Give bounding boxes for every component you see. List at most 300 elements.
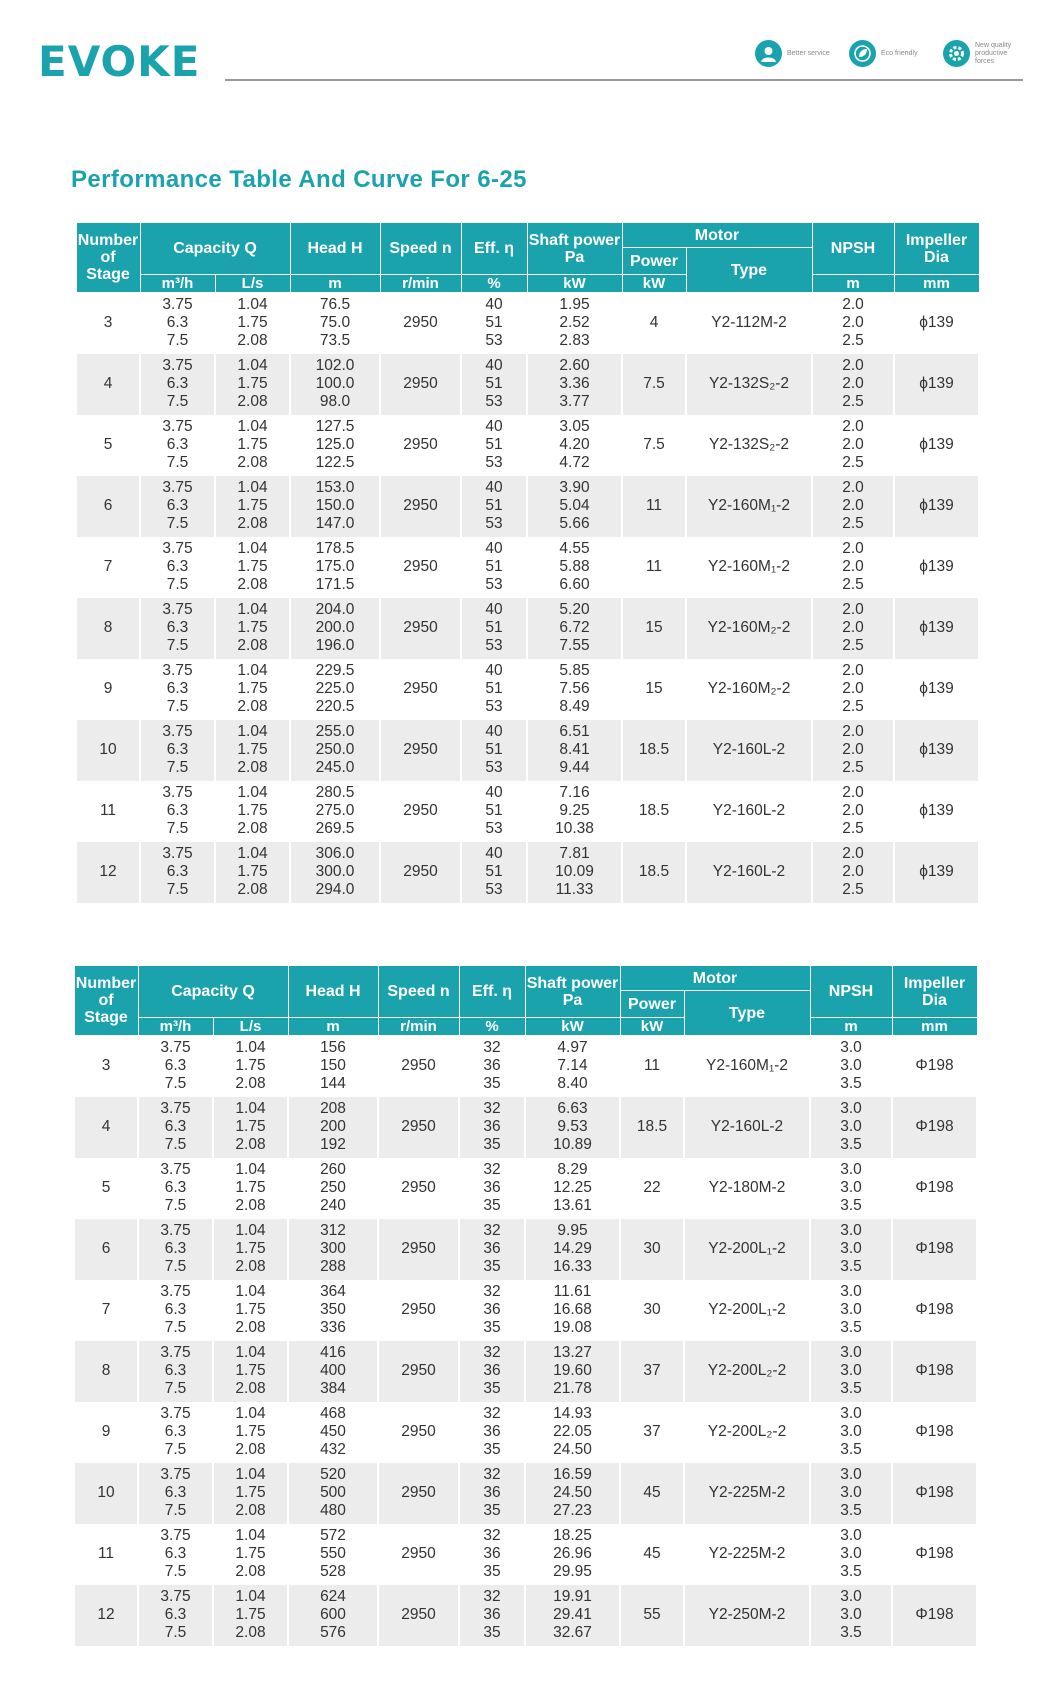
unit-m3h: m³/h (138, 1018, 213, 1036)
cell-value: 16.68 (553, 1301, 592, 1318)
cell-value: 2.08 (235, 1624, 266, 1641)
cell-value: 2.08 (237, 515, 268, 532)
table-row (76, 415, 979, 476)
cell-type: Y2-160L-2 (686, 842, 812, 903)
cell-value: 2.08 (235, 1319, 266, 1336)
cell-value: 1.04 (235, 1222, 266, 1239)
cell-speed: 2950 (380, 293, 461, 354)
table-row (74, 1097, 977, 1158)
cell-value: 11.33 (555, 881, 594, 898)
cell-value: 6.63 (557, 1100, 588, 1117)
cell-value: 3.75 (160, 1344, 191, 1361)
cell-value: 2.08 (235, 1258, 266, 1275)
cell-value: 7.5 (164, 1319, 187, 1336)
cell-head (290, 354, 380, 415)
cell-impeller: Φ198 (892, 1097, 977, 1158)
cell-value: 280.5 (315, 784, 355, 801)
cell-m3h (138, 1524, 213, 1585)
cell-head (290, 720, 380, 781)
cell-impeller: ϕ139 (894, 537, 979, 598)
cell-shaft (527, 415, 622, 476)
cell-value: 1.75 (235, 1118, 266, 1135)
cell-type: Y2-132S₂-2 (686, 354, 812, 415)
cell-speed: 2950 (378, 1158, 459, 1219)
cell-value: 10.38 (555, 820, 594, 837)
cell-value: 36 (483, 1118, 501, 1135)
cell-value: 2.08 (235, 1502, 266, 1519)
cell-value: 2.5 (842, 637, 864, 654)
cell-value: 7.5 (164, 1075, 187, 1093)
cell-eff (459, 1280, 525, 1341)
cell-power: 18.5 (622, 720, 686, 781)
cell-value: 35 (483, 1258, 501, 1275)
cell-m3h (140, 659, 215, 720)
cell-stage: 5 (74, 1158, 138, 1219)
cell-value: 520 (320, 1466, 346, 1483)
cell-ls (215, 659, 290, 720)
cell-value: 225.0 (315, 680, 355, 697)
cell-value: 2.08 (235, 1441, 266, 1458)
cell-value: 2.5 (842, 820, 864, 837)
cell-npsh (812, 415, 894, 476)
cell-impeller: ϕ139 (894, 476, 979, 537)
cell-ls (213, 1524, 288, 1585)
cell-value: 1.04 (237, 296, 268, 314)
cell-value: 250.0 (315, 741, 355, 758)
cell-npsh (810, 1341, 892, 1402)
cell-value: 36 (483, 1057, 501, 1075)
cell-value: 35 (483, 1502, 501, 1519)
cell-stage: 9 (74, 1402, 138, 1463)
cell-value: 2.0 (842, 662, 864, 679)
cell-value: 3.5 (840, 1380, 862, 1397)
cell-value: 3.0 (840, 1484, 862, 1501)
cell-shaft (527, 842, 622, 903)
cell-value: 2.0 (842, 540, 864, 557)
cell-value: 240 (320, 1197, 346, 1214)
cell-ls (213, 1585, 288, 1646)
cell-value: 35 (483, 1197, 501, 1214)
cell-npsh (812, 598, 894, 659)
cell-value: 4.55 (559, 540, 590, 557)
cell-power: 37 (620, 1402, 684, 1463)
col-speed: Speed n (380, 223, 461, 275)
cell-value: 3.0 (840, 1161, 862, 1178)
cell-npsh (812, 720, 894, 781)
unit-m3h: m³/h (140, 275, 215, 293)
cell-ls (213, 1158, 288, 1219)
cell-value: 3.0 (840, 1405, 862, 1422)
cell-value: 2.08 (235, 1563, 266, 1580)
cell-value: 7.5 (166, 454, 189, 471)
unit-shaft: kW (527, 275, 622, 293)
cell-stage: 6 (76, 476, 140, 537)
cell-value: 6.3 (166, 741, 189, 758)
cell-value: 3.77 (559, 393, 590, 410)
cell-value: 10.09 (555, 863, 594, 880)
cell-m3h (138, 1463, 213, 1524)
cell-value: 600 (320, 1606, 346, 1623)
cell-value: 40 (485, 784, 503, 801)
cell-value: 2.5 (842, 393, 864, 410)
cell-m3h (138, 1280, 213, 1341)
col-motor: Motor (622, 223, 812, 248)
cell-value: 2.08 (237, 393, 268, 410)
cell-value: 51 (485, 741, 503, 758)
cell-eff (461, 720, 527, 781)
cell-shaft (525, 1585, 620, 1646)
cell-value: 40 (485, 845, 503, 862)
cell-m3h (140, 476, 215, 537)
table-row (76, 598, 979, 659)
cell-type: Y2-160M₁-2 (684, 1036, 810, 1097)
cell-value: 7.5 (166, 759, 189, 776)
cell-value: 2.0 (842, 723, 864, 740)
cell-value: 7.56 (559, 680, 590, 697)
cell-value: 10.89 (553, 1136, 592, 1153)
cell-value: 3.75 (162, 723, 193, 740)
col-shaft: Shaft power Pa (525, 966, 620, 1018)
unit-npsh: m (812, 275, 894, 293)
cell-value: 8.49 (559, 698, 590, 715)
cell-power: 7.5 (622, 415, 686, 476)
cell-value: 53 (485, 332, 503, 350)
col-head: Head H (288, 966, 378, 1018)
cell-type: Y2-200L₂-2 (684, 1341, 810, 1402)
table-row (76, 659, 979, 720)
cell-value: 3.75 (162, 662, 193, 679)
cell-npsh (810, 1524, 892, 1585)
cell-speed: 2950 (380, 781, 461, 842)
cell-value: 3.0 (840, 1466, 862, 1483)
cell-value: 9.53 (557, 1118, 588, 1135)
cell-head (288, 1463, 378, 1524)
cell-npsh (812, 293, 894, 354)
cell-value: 127.5 (315, 418, 355, 435)
cell-value: 53 (485, 881, 503, 898)
table-row (76, 354, 979, 415)
cell-power: 45 (620, 1524, 684, 1585)
cell-type: Y2-112M-2 (686, 293, 812, 354)
cell-head (290, 537, 380, 598)
cell-value: 1.04 (235, 1344, 266, 1361)
cell-value: 400 (320, 1362, 346, 1379)
cell-value: 7.55 (559, 637, 590, 654)
cell-value: 2.5 (842, 515, 864, 532)
cell-value: 75.0 (319, 314, 351, 332)
cell-value: 18.25 (553, 1527, 592, 1544)
cell-value: 255.0 (315, 723, 355, 740)
cell-value: 73.5 (319, 332, 351, 350)
cell-head (288, 1097, 378, 1158)
cell-value: 5.85 (559, 662, 590, 679)
table-row (76, 842, 979, 903)
performance-table-1 (75, 222, 980, 903)
cell-eff (459, 1341, 525, 1402)
cell-value: 53 (485, 576, 503, 593)
cell-value: 432 (320, 1441, 346, 1458)
cell-value: 1.75 (235, 1484, 266, 1501)
cell-value: 9.25 (559, 802, 590, 819)
cell-ls (213, 1463, 288, 1524)
cell-value: 12.25 (553, 1179, 592, 1196)
cell-value: 2.5 (842, 759, 864, 776)
cell-value: 16.33 (553, 1258, 592, 1275)
cell-value: 53 (485, 698, 503, 715)
cell-value: 7.81 (559, 845, 590, 862)
cell-value: 36 (483, 1301, 501, 1318)
cell-head (288, 1280, 378, 1341)
cell-value: 3.75 (162, 540, 193, 557)
cell-value: 171.5 (315, 576, 355, 593)
cell-value: 2.5 (842, 332, 864, 350)
cell-npsh (812, 537, 894, 598)
cell-value: 2.0 (842, 357, 864, 374)
cell-value: 1.75 (237, 741, 268, 758)
cell-ls (215, 537, 290, 598)
performance-table-2 (73, 965, 978, 1646)
cell-value: 53 (485, 393, 503, 410)
cell-value: 1.75 (237, 375, 268, 392)
cell-value: 572 (320, 1527, 346, 1544)
cell-value: 1.75 (235, 1240, 266, 1257)
cell-impeller: Φ198 (892, 1341, 977, 1402)
cell-value: 7.16 (559, 784, 590, 801)
cell-value: 3.75 (162, 601, 193, 618)
cell-ls (215, 354, 290, 415)
cell-stage: 7 (74, 1280, 138, 1341)
cell-value: 3.0 (840, 1344, 862, 1361)
unit-npsh: m (810, 1018, 892, 1036)
cell-shaft (525, 1463, 620, 1524)
cell-shaft (527, 659, 622, 720)
cell-value: 7.5 (166, 637, 189, 654)
cell-value: 6.3 (164, 1301, 187, 1318)
cell-value: 32 (483, 1161, 501, 1178)
cell-value: 3.0 (840, 1179, 862, 1196)
cell-power: 4 (622, 293, 686, 354)
cell-value: 6.3 (164, 1545, 187, 1562)
cell-value: 275.0 (315, 802, 355, 819)
cell-value: 6.3 (166, 680, 189, 697)
cell-value: 53 (485, 637, 503, 654)
cell-value: 24.50 (553, 1441, 592, 1458)
cell-eff (461, 842, 527, 903)
cell-value: 5.66 (559, 515, 590, 532)
cell-value: 7.5 (166, 393, 189, 410)
unit-speed: r/min (378, 1018, 459, 1036)
cell-power: 18.5 (622, 842, 686, 903)
cell-head (288, 1036, 378, 1097)
cell-value: 51 (485, 314, 503, 332)
cell-npsh (810, 1280, 892, 1341)
cell-value: 3.0 (840, 1527, 862, 1544)
gear-icon (943, 40, 970, 67)
cell-value: 7.5 (166, 332, 189, 350)
cell-value: 229.5 (315, 662, 355, 679)
cell-value: 8.40 (557, 1075, 588, 1093)
cell-ls (213, 1341, 288, 1402)
cell-npsh (810, 1463, 892, 1524)
cell-type: Y2-160M₂-2 (686, 598, 812, 659)
cell-shaft (525, 1219, 620, 1280)
cell-value: 336 (320, 1319, 346, 1336)
cell-value: 36 (483, 1240, 501, 1257)
cell-head (288, 1402, 378, 1463)
cell-value: 2.08 (235, 1075, 266, 1093)
cell-value: 7.5 (166, 698, 189, 715)
cell-value: 19.08 (553, 1319, 592, 1336)
cell-m3h (140, 720, 215, 781)
cell-value: 35 (483, 1441, 501, 1458)
cell-npsh (812, 781, 894, 842)
table-row (74, 1036, 977, 1097)
cell-impeller: Φ198 (892, 1280, 977, 1341)
table-body (76, 293, 979, 903)
cell-value: 200.0 (315, 619, 355, 636)
cell-value: 178.5 (315, 540, 355, 557)
cell-speed: 2950 (378, 1402, 459, 1463)
cell-power: 18.5 (622, 781, 686, 842)
cell-value: 7.5 (164, 1136, 187, 1153)
cell-shaft (525, 1402, 620, 1463)
cell-npsh (810, 1036, 892, 1097)
cell-value: 3.5 (840, 1563, 862, 1580)
cell-speed: 2950 (380, 537, 461, 598)
cell-impeller: ϕ139 (894, 598, 979, 659)
cell-m3h (140, 415, 215, 476)
table-row (74, 1585, 977, 1646)
cell-eff (461, 659, 527, 720)
cell-value: 1.95 (559, 296, 590, 314)
cell-value: 3.75 (160, 1466, 191, 1483)
cell-value: 306.0 (315, 845, 355, 862)
cell-ls (213, 1402, 288, 1463)
cell-m3h (138, 1585, 213, 1646)
cell-value: 150 (320, 1057, 346, 1075)
cell-impeller: ϕ139 (894, 781, 979, 842)
cell-impeller: ϕ139 (894, 720, 979, 781)
cell-value: 6.3 (164, 1606, 187, 1623)
table-row (76, 476, 979, 537)
cell-value: 269.5 (315, 820, 355, 837)
cell-npsh (810, 1402, 892, 1463)
cell-value: 6.51 (559, 723, 590, 740)
cell-value: 3.0 (840, 1057, 862, 1075)
cell-stage: 6 (74, 1219, 138, 1280)
table-row (74, 1158, 977, 1219)
cell-value: 22.05 (553, 1423, 592, 1440)
cell-value: 3.0 (840, 1222, 862, 1239)
cell-value: 6.60 (559, 576, 590, 593)
unit-power: kW (622, 275, 686, 293)
cell-value: 4.72 (559, 454, 590, 471)
cell-value: 1.75 (237, 497, 268, 514)
cell-eff (459, 1097, 525, 1158)
cell-value: 4.20 (559, 436, 590, 453)
unit-ls: L/s (213, 1018, 288, 1036)
cell-value: 2.0 (842, 741, 864, 758)
cell-npsh (810, 1585, 892, 1646)
cell-value: 2.08 (237, 332, 268, 350)
badge-text: New quality productive forces (975, 41, 1012, 65)
cell-head (290, 842, 380, 903)
cell-ls (215, 720, 290, 781)
cell-type: Y2-160M₂-2 (686, 659, 812, 720)
cell-shaft (525, 1097, 620, 1158)
cell-value: 9.44 (559, 759, 590, 776)
cell-value: 32 (483, 1405, 501, 1422)
cell-eff (459, 1463, 525, 1524)
cell-value: 40 (485, 540, 503, 557)
cell-value: 6.3 (164, 1362, 187, 1379)
cell-value: 2.08 (237, 759, 268, 776)
table-row (74, 1402, 977, 1463)
cell-value: 51 (485, 802, 503, 819)
col-npsh: NPSH (812, 223, 894, 275)
cell-eff (461, 476, 527, 537)
cell-value: 1.04 (237, 540, 268, 557)
table-body (74, 1036, 977, 1646)
cell-value: 6.3 (164, 1118, 187, 1135)
cell-value: 3.0 (840, 1240, 862, 1257)
cell-value: 6.3 (164, 1484, 187, 1501)
cell-type: Y2-160M₁-2 (686, 476, 812, 537)
col-eff: Eff. η (459, 966, 525, 1018)
cell-power: 7.5 (622, 354, 686, 415)
unit-impeller: mm (892, 1018, 977, 1036)
cell-stage: 7 (76, 537, 140, 598)
cell-value: 53 (485, 820, 503, 837)
cell-value: 36 (483, 1179, 501, 1196)
cell-value: 16.59 (553, 1466, 592, 1483)
cell-value: 2.08 (235, 1380, 266, 1397)
cell-value: 1.75 (237, 436, 268, 453)
badge-text: Better service (787, 49, 830, 57)
cell-value: 1.04 (237, 357, 268, 374)
unit-ls: L/s (215, 275, 290, 293)
cell-value: 3.0 (840, 1283, 862, 1300)
cell-value: 1.04 (235, 1283, 266, 1300)
header-badges (755, 40, 1023, 67)
cell-head (290, 659, 380, 720)
badge-better-service (755, 40, 835, 67)
cell-stage: 4 (74, 1097, 138, 1158)
cell-value: 2.0 (842, 802, 864, 819)
cell-value: 98.0 (319, 393, 351, 410)
cell-value: 51 (485, 863, 503, 880)
cell-value: 1.75 (235, 1545, 266, 1562)
cell-value: 2.0 (842, 601, 864, 618)
cell-value: 3.36 (559, 375, 590, 392)
cell-value: 32 (483, 1344, 501, 1361)
cell-value: 21.78 (553, 1380, 592, 1397)
cell-value: 468 (320, 1405, 346, 1422)
cell-speed: 2950 (380, 598, 461, 659)
cell-ls (213, 1219, 288, 1280)
cell-shaft (527, 781, 622, 842)
cell-stage: 10 (76, 720, 140, 781)
badge-text: Eco friendly (881, 49, 918, 57)
cell-value: 2.08 (235, 1197, 266, 1214)
cell-value: 35 (483, 1563, 501, 1580)
cell-value: 2.0 (842, 863, 864, 880)
cell-power: 11 (620, 1036, 684, 1097)
cell-value: 7.14 (557, 1057, 588, 1075)
cell-value: 3.0 (840, 1118, 862, 1135)
cell-type: Y2-225M-2 (684, 1524, 810, 1585)
cell-eff (459, 1585, 525, 1646)
